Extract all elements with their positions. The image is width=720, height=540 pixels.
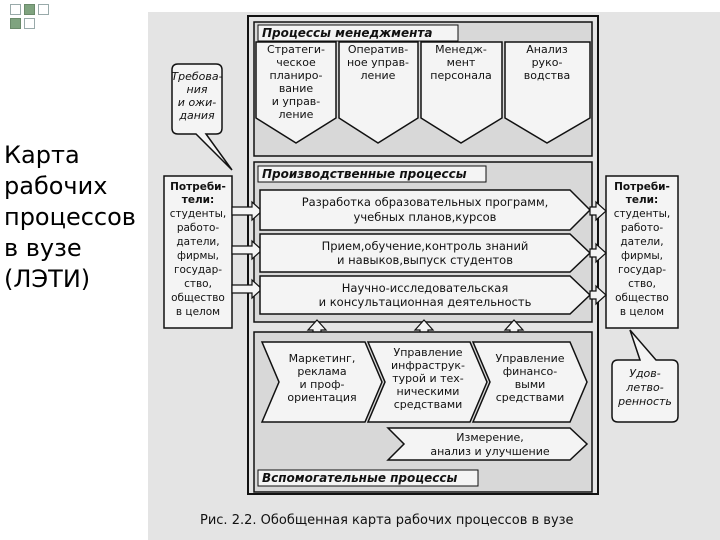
mgmt-item-text: ление bbox=[360, 69, 396, 82]
satisfaction-text: Удов- bbox=[629, 367, 661, 380]
consumers-right-text: фирмы, bbox=[620, 250, 664, 262]
support-item-text: анализ и улучшение bbox=[430, 445, 550, 458]
requirements-text: ния bbox=[186, 83, 208, 96]
mgmt-item-text: персонала bbox=[430, 69, 492, 82]
consumers-right-text: государ- bbox=[617, 264, 667, 276]
support-item-text: Маркетинг, bbox=[288, 352, 356, 365]
slide-title-line: рабочих bbox=[4, 172, 108, 200]
mgmt-item-text: Анализ bbox=[526, 43, 568, 56]
management-header: Процессы менеджмента bbox=[262, 26, 433, 40]
consumers-left-text: общество bbox=[171, 292, 225, 304]
support-item-text: финансо- bbox=[502, 365, 558, 378]
consumers-left-text: тели: bbox=[181, 194, 215, 206]
mgmt-item-text: Оператив- bbox=[347, 43, 409, 56]
mgmt-item-text: Менедж- bbox=[435, 43, 487, 56]
support-item-text: Управление bbox=[495, 352, 565, 365]
mgmt-item-text: и управ- bbox=[271, 95, 321, 108]
consumers-left-text: в целом bbox=[175, 306, 221, 318]
consumers-right-text: общество bbox=[615, 292, 669, 304]
satisfaction-text: летво- bbox=[626, 381, 664, 394]
slide-title-line: в вузе bbox=[4, 234, 82, 262]
support-item-text: выми bbox=[514, 378, 546, 391]
mgmt-item-text: мент bbox=[446, 56, 476, 69]
support-item-text: средствами bbox=[495, 391, 565, 404]
figure-caption: Рис. 2.2. Обобщенная карта рабочих процессов в вузе bbox=[200, 513, 574, 528]
support-item-text: ориентация bbox=[287, 391, 357, 404]
support-item-text: и проф- bbox=[299, 378, 345, 391]
production-item-text: учебных планов,курсов bbox=[353, 210, 497, 224]
support-item-text: Управление bbox=[393, 346, 463, 359]
consumers-left-text: студенты, bbox=[169, 208, 227, 220]
consumers-left-text: Потреби- bbox=[170, 181, 226, 193]
support-item-text: турой и тех- bbox=[392, 372, 464, 385]
support-item-text: Измерение, bbox=[456, 431, 524, 444]
consumers-left-text: датели, bbox=[176, 236, 220, 248]
consumers-right-text: в целом bbox=[619, 306, 665, 318]
support-item-text: ническими bbox=[396, 385, 460, 398]
support-item-text: реклама bbox=[297, 365, 347, 378]
requirements-text: дания bbox=[179, 109, 215, 122]
mgmt-item-text: водства bbox=[523, 69, 571, 82]
consumers-right-text: датели, bbox=[620, 236, 664, 248]
consumers-left-text: государ- bbox=[173, 264, 223, 276]
consumers-left-text: работо- bbox=[176, 222, 220, 234]
mgmt-item-text: вание bbox=[278, 82, 314, 95]
mgmt-item-text: Стратеги- bbox=[267, 43, 325, 56]
satisfaction-text: ренность bbox=[618, 395, 672, 408]
slide-title-line: процессов bbox=[4, 203, 136, 231]
consumers-right-text: работо- bbox=[620, 222, 664, 234]
consumers-right-text: тели: bbox=[625, 194, 659, 206]
production-item-text: Научно-исследовательская bbox=[341, 281, 509, 295]
consumers-left-text: фирмы, bbox=[176, 250, 220, 262]
slide-title-line: (ЛЭТИ) bbox=[4, 265, 91, 293]
consumers-right-text: студенты, bbox=[613, 208, 671, 220]
support-item-text: инфраструк- bbox=[390, 359, 466, 372]
support-header: Вспомогательные процессы bbox=[262, 471, 458, 485]
production-item-text: Прием,обучение,контроль знаний bbox=[321, 239, 529, 253]
mgmt-item-text: ление bbox=[278, 108, 314, 121]
slide-title-line: Карта bbox=[4, 141, 80, 169]
mgmt-item-text: ческое bbox=[276, 56, 316, 69]
production-item-text: и консультационная деятельность bbox=[318, 295, 532, 309]
production-item-text: Разработка образовательных программ, bbox=[301, 195, 549, 209]
requirements-text: и ожи- bbox=[177, 96, 217, 109]
production-header: Производственные процессы bbox=[262, 167, 467, 181]
mgmt-item-text: ное управ- bbox=[346, 56, 410, 69]
mgmt-item-text: планиро- bbox=[269, 69, 323, 82]
support-item-text: средствами bbox=[393, 398, 463, 411]
consumers-right-text: ство, bbox=[628, 278, 656, 290]
production-item-text: и навыков,выпуск студентов bbox=[337, 253, 513, 267]
consumers-left-text: ство, bbox=[184, 278, 212, 290]
consumers-right-text: Потреби- bbox=[614, 181, 670, 193]
requirements-text: Требова- bbox=[171, 70, 223, 83]
mgmt-item-text: руко- bbox=[531, 56, 563, 69]
